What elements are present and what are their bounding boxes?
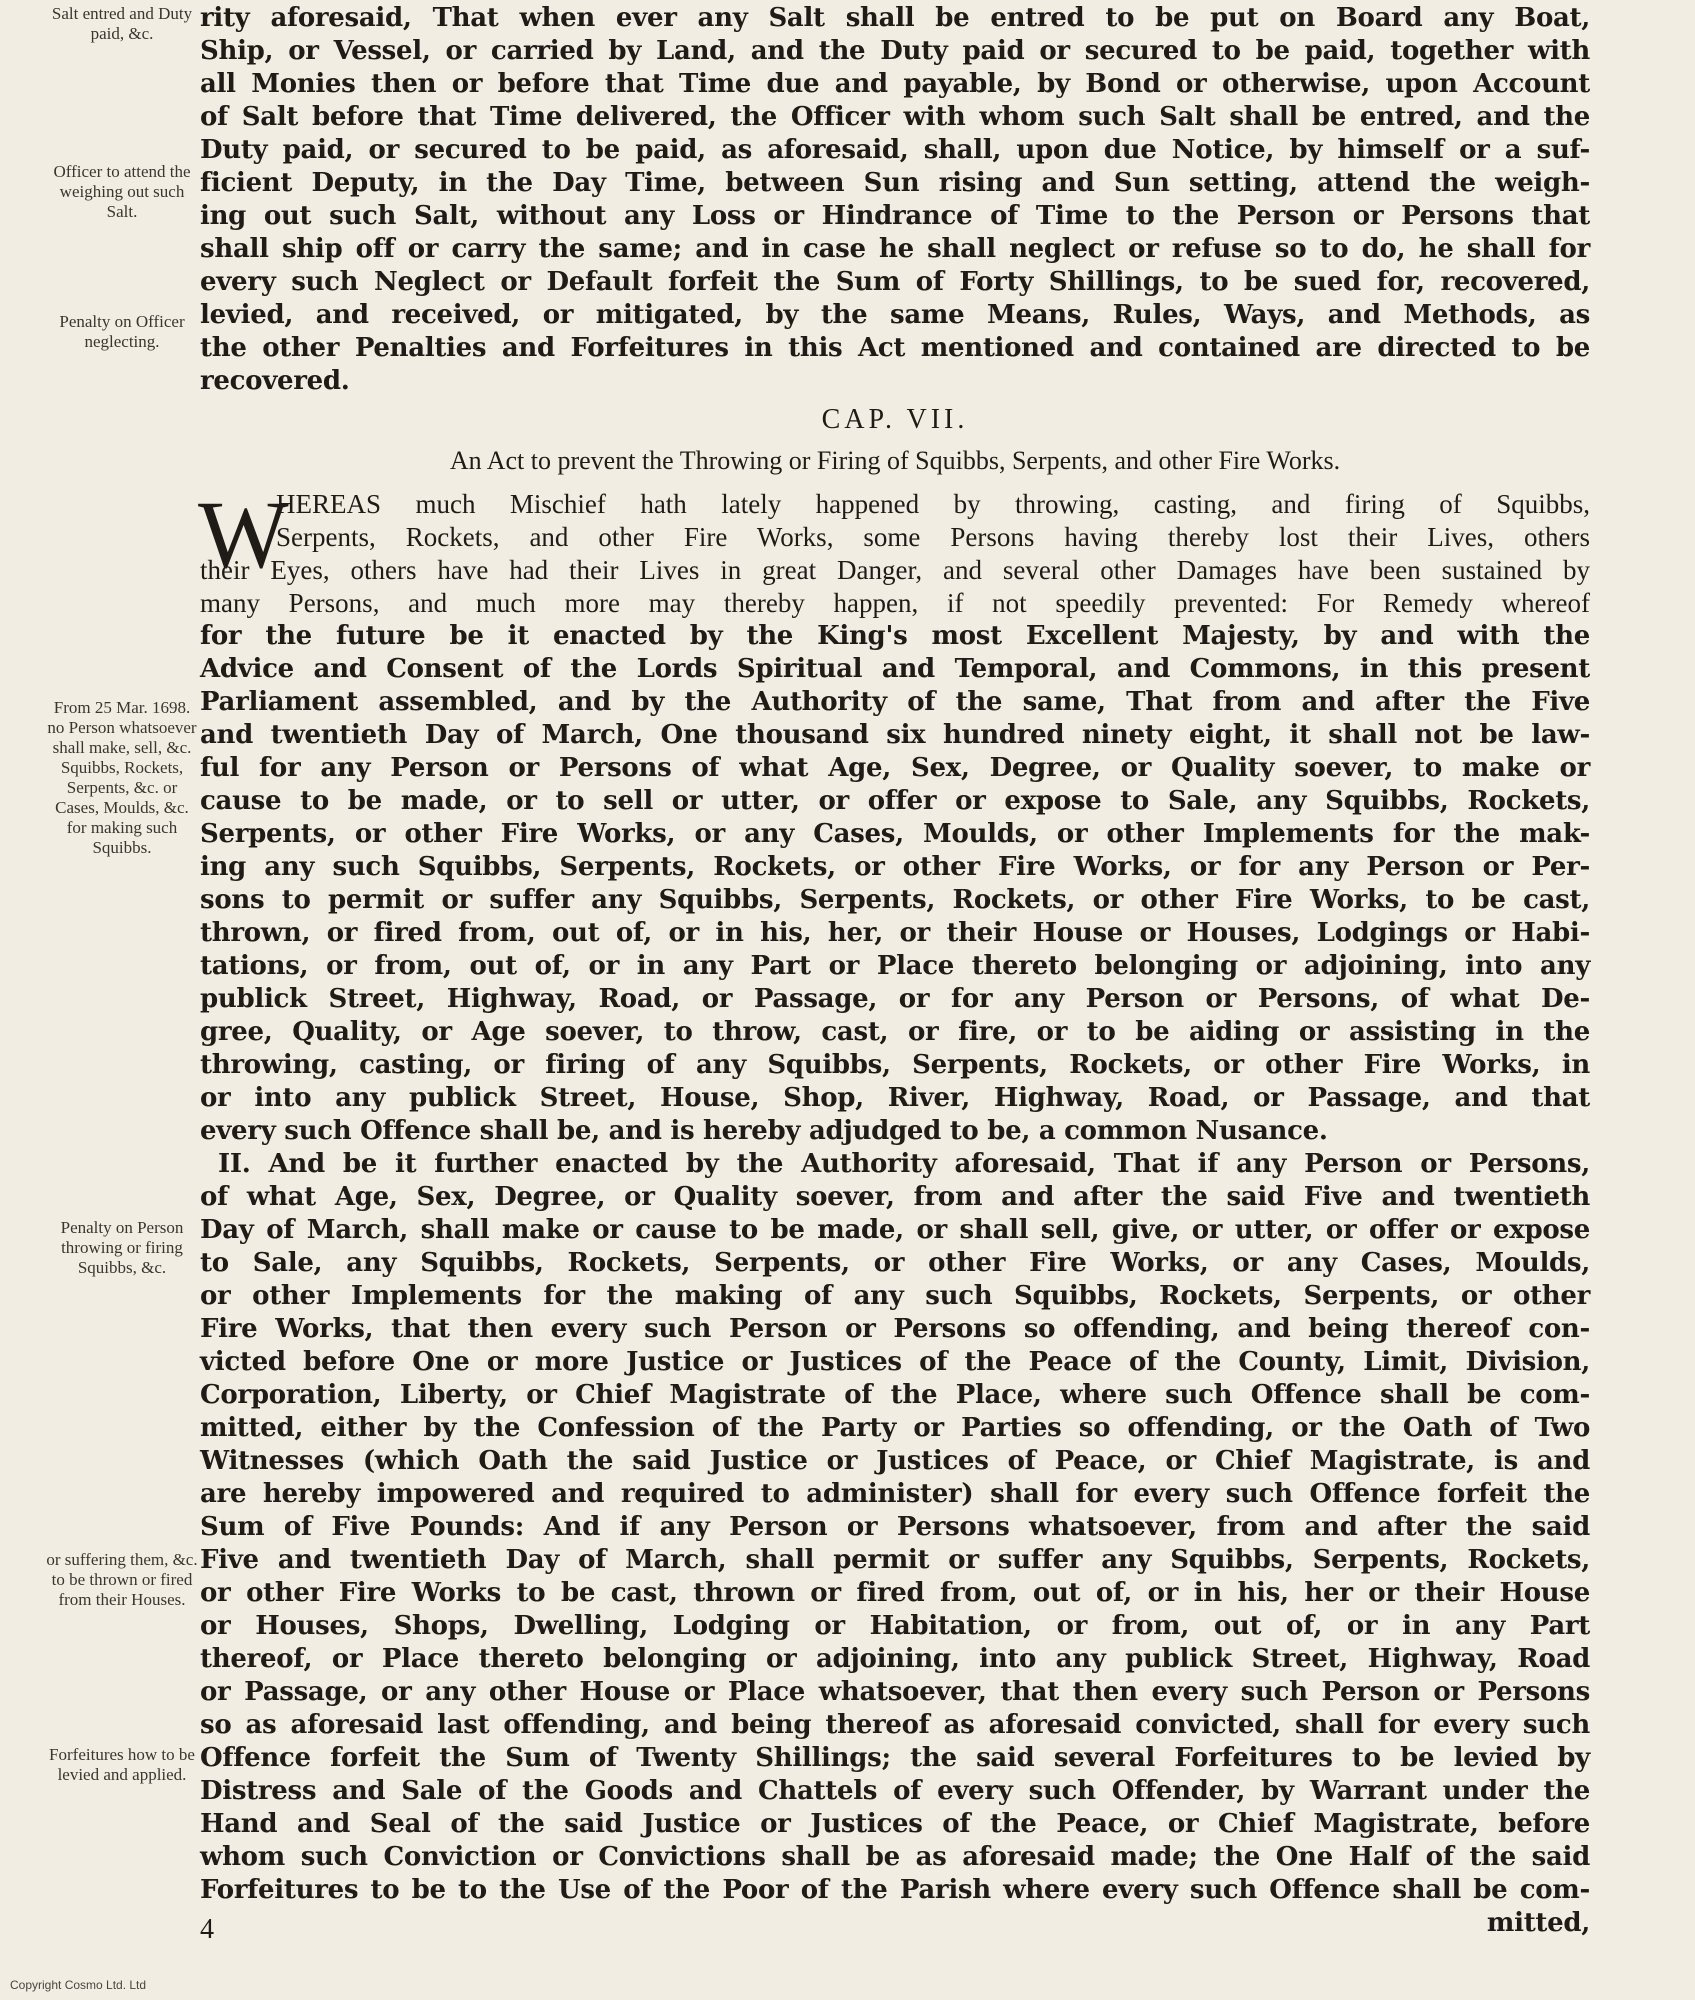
text-line: Duty paid, or secured to be paid, as aforesaid, shall, upon due Notice, by himself or a suf-: [200, 135, 1590, 165]
text-line: tations, or from, out of, or in any Part or Place thereto belonging or adjoining, into any: [200, 951, 1590, 981]
text-line: Day of March, shall make or cause to be made, or shall sell, give, or utter, or offer or expose: [200, 1215, 1590, 1245]
text-line: HEREAS much Mischief hath lately happened by throwing, casting, and firing of Squibbs,: [276, 489, 1590, 519]
text-line: Forfeitures to be to the Use of the Poor of the Parish where every such Offence shall be com-: [200, 1875, 1590, 1905]
text-line: or other Fire Works to be cast, thrown or fired from, out of, or in his, her or their House: [200, 1578, 1590, 1608]
text-line: or other Implements for the making of any such Squibbs, Rockets, Serpents, or other: [200, 1281, 1590, 1311]
text-line: are hereby impowered and required to administer) shall for every such Offence forfeit the: [200, 1479, 1590, 1509]
text-line: or Passage, or any other House or Place whatsoever, that then every such Person or Persons: [200, 1677, 1590, 1707]
top-paragraph: [200, 2, 1590, 398]
text-line: or Houses, Shops, Dwelling, Lodging or Habitation, or from, out of, or in any Part: [200, 1611, 1590, 1641]
text-line: ing out such Salt, without any Loss or Hindrance of Time to the Person or Persons that: [200, 201, 1590, 231]
text-line: gree, Quality, or Age soever, to throw, cast, or fire, or to be aiding or assisting in the: [200, 1017, 1590, 1047]
main-paragraph: [200, 620, 1590, 1940]
text-line: throwing, casting, or firing of any Squibbs, Serpents, Rockets, or other Fire Works, in: [200, 1050, 1590, 1080]
text-line: Serpents, or other Fire Works, or any Cases, Moulds, or other Implements for the mak-: [200, 819, 1590, 849]
text-line: Advice and Consent of the Lords Spiritual and Temporal, and Commons, in this present: [200, 654, 1590, 684]
text-line: mitted, either by the Confession of the Party or Parties so offending, or the Oath of Two: [200, 1413, 1590, 1443]
text-line: Fire Works, that then every such Person or Persons so offending, and being thereof con-: [200, 1314, 1590, 1344]
margin-note-forfeitures: Forfeitures how to be levied and applied.: [49, 1745, 195, 1784]
catchword: mitted,: [1486, 1908, 1590, 1938]
text-line: all Monies then or before that Time due and payable, by Bond or otherwise, upon Account: [200, 69, 1590, 99]
text-line: Serpents, Rockets, and other Fire Works, some Persons having thereby lost their Lives, others: [276, 522, 1590, 552]
text-line: levied, and received, or mitigated, by the same Means, Rules, Ways, and Methods, as: [200, 300, 1590, 330]
text-line: Distress and Sale of the Goods and Chattels of every such Offender, by Warrant under the: [200, 1776, 1590, 1806]
text-line: and twentieth Day of March, One thousand six hundred ninety eight, it shall not be law-: [200, 720, 1590, 750]
act-title: An Act to prevent the Throwing or Firing of Squibbs, Serpents, and other Fire Works.: [449, 446, 1341, 475]
text-line: shall ship off or carry the same; and in case he shall neglect or refuse so to do, he shall for: [200, 234, 1590, 264]
page-number: 4: [200, 1914, 214, 1945]
text-line: publick Street, Highway, Road, or Passage, or for any Person or Persons, of what De-: [200, 984, 1590, 1014]
margin-note-penalty-person: Penalty on Person throwing or firing Squibbs, &c.: [60, 1218, 184, 1277]
text-line: recovered.: [200, 366, 350, 396]
margin-note-salt-entred: Salt entred and Duty paid, &c.: [51, 4, 193, 43]
text-line: to Sale, any Squibbs, Rockets, Serpents, or other Fire Works, or any Cases, Moulds,: [200, 1248, 1590, 1278]
margin-note-suffering: or suffering them, &c. to be thrown or fired from their Houses.: [46, 1550, 198, 1609]
text-line: of what Age, Sex, Degree, or Quality soever, from and after the said Five and twentieth: [200, 1182, 1590, 1212]
text-line: of Salt before that Time delivered, the Officer with whom such Salt shall be entred, and the: [200, 102, 1590, 132]
text-line: Five and twentieth Day of March, shall permit or suffer any Squibbs, Serpents, Rockets,: [200, 1545, 1590, 1575]
text-line: the other Penalties and Forfeitures in this Act mentioned and contained are directed to be: [200, 333, 1590, 363]
margin-note-officer-attend: Officer to attend the weighing out such Salt.: [53, 162, 191, 221]
text-line: ing any such Squibbs, Serpents, Rockets, or other Fire Works, or for any Person or Per-: [200, 852, 1590, 882]
text-line: for the future be it enacted by the King's most Excellent Majesty, by and with the: [200, 621, 1590, 651]
text-line: Ship, or Vessel, or carried by Land, and the Duty paid or secured to be paid, together with: [200, 36, 1590, 66]
text-line: every such Offence shall be, and is hereby adjudged to be, a common Nusance.: [200, 1116, 1328, 1146]
text-line: their Eyes, others have had their Lives in great Danger, and several other Damages have been sustained by: [200, 555, 1590, 585]
text-line: many Persons, and much more may thereby happen, if not speedily prevented: For Remedy whereof: [200, 588, 1590, 618]
text-line: II. And be it further enacted by the Authority aforesaid, That if any Person or Persons,: [218, 1149, 1590, 1179]
chapter-heading: CAP. VII.: [821, 404, 969, 435]
text-line: sons to permit or suffer any Squibbs, Serpents, Rockets, or other Fire Works, to be cast,: [200, 885, 1590, 915]
text-line: Corporation, Liberty, or Chief Magistrate of the Place, where such Offence shall be com-: [200, 1380, 1590, 1410]
text-line: Offence forfeit the Sum of Twenty Shillings; the said several Forfeitures to be levied by: [200, 1743, 1590, 1773]
text-line: Sum of Five Pounds: And if any Person or Persons whatsoever, from and after the said: [200, 1512, 1590, 1542]
text-line: whom such Conviction or Convictions shall be as aforesaid made; the One Half of the said: [200, 1842, 1590, 1872]
text-line: so as aforesaid last offending, and being thereof as aforesaid convicted, shall for every such: [200, 1710, 1590, 1740]
margin-note-penalty-officer: Penalty on Officer neglecting.: [59, 312, 185, 351]
text-line: Witnesses (which Oath the said Justice or Justices of Peace, or Chief Magistrate, is and: [200, 1446, 1590, 1476]
copyright-notice: Copyright Cosmo Ltd. Ltd: [10, 1978, 147, 1992]
preamble-paragraph: [198, 481, 1590, 620]
text-line: ful for any Person or Persons of what Age, Sex, Degree, or Quality soever, to make or: [200, 753, 1590, 783]
text-line: rity aforesaid, That when ever any Salt shall be entred to be put on Board any Boat,: [200, 3, 1590, 33]
drop-cap: W: [198, 481, 289, 588]
text-line: Parliament assembled, and by the Authority of the same, That from and after the Five: [200, 687, 1590, 717]
margin-note-from-25-march: From 25 Mar. 1698. no Person whatsoever shall make, sell, &c. Squibbs, Rockets, Serpents, &c. or Cases, Moulds, &c. for making such Squibbs.: [47, 698, 197, 857]
text-line: thereof, or Place thereto belonging or adjoining, into any publick Street, Highway, Road: [200, 1644, 1590, 1674]
text-line: every such Neglect or Default forfeit the Sum of Forty Shillings, to be sued for, recovered,: [200, 267, 1590, 297]
text-line: Hand and Seal of the said Justice or Justices of the Peace, or Chief Magistrate, before: [200, 1809, 1590, 1839]
text-line: or into any publick Street, House, Shop, River, Highway, Road, or Passage, and that: [200, 1083, 1590, 1113]
text-line: thrown, or fired from, out of, or in his, her, or their House or Houses, Lodgings or Habi-: [200, 918, 1590, 948]
text-line: cause to be made, or to sell or utter, or offer or expose to Sale, any Squibbs, Rockets,: [200, 786, 1590, 816]
text-line: ficient Deputy, in the Day Time, between Sun rising and Sun setting, attend the weigh-: [200, 168, 1590, 198]
text-line: victed before One or more Justice or Justices of the Peace of the County, Limit, Division,: [200, 1347, 1590, 1377]
